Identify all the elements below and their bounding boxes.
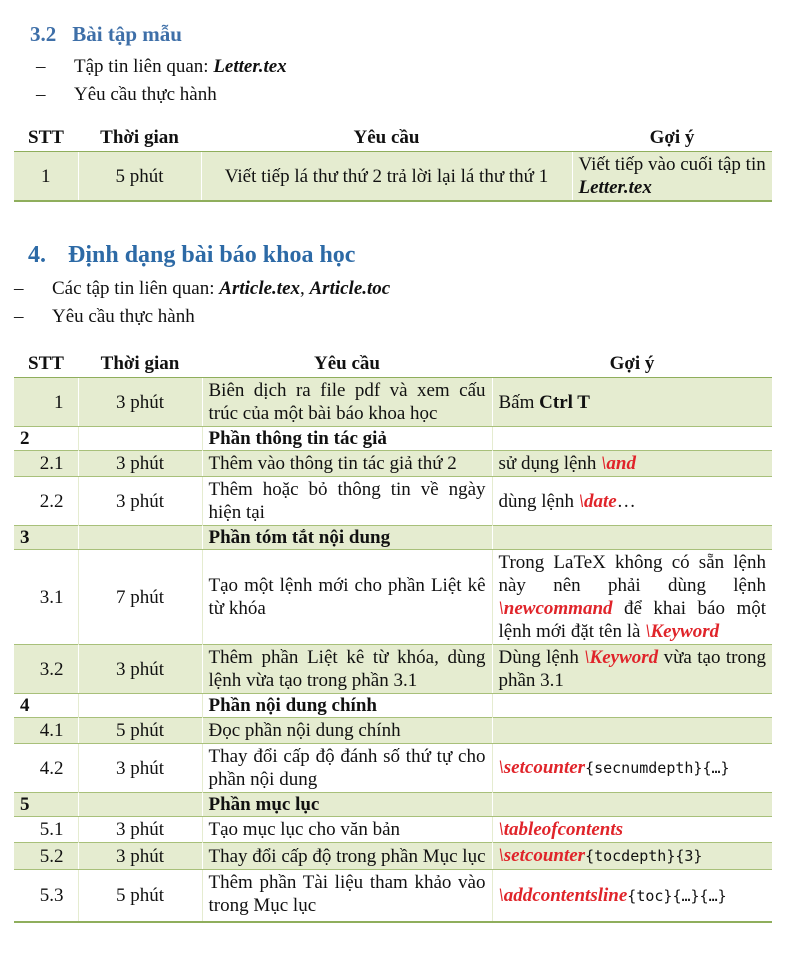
table-row — [14, 817, 772, 843]
section-3-2-list — [14, 53, 800, 109]
list-item — [14, 275, 800, 303]
cell-hint — [492, 744, 772, 793]
hint-text: dùng lệnh — [498, 490, 579, 512]
cell-stt: 5.3 — [14, 870, 78, 923]
hint-text: … — [616, 490, 636, 512]
table-header-row — [14, 351, 772, 378]
dash-bullet: – — [14, 306, 24, 327]
filename: Letter.tex — [578, 177, 652, 198]
hint-text: Dùng lệnh — [498, 647, 585, 668]
table-row — [14, 451, 772, 477]
header-stt: STT — [14, 125, 78, 152]
group-title: Phần tóm tắt nội dung — [202, 526, 492, 550]
dash-bullet: – — [36, 84, 46, 105]
cell-stt: 5.1 — [39, 819, 64, 840]
cell-time: 3 phút — [78, 645, 202, 694]
cell-hint — [492, 477, 772, 526]
latex-command: \date — [578, 490, 617, 512]
cell-stt: 1 — [14, 152, 78, 202]
latex-command: \Keyword — [584, 647, 659, 668]
latex-args: {secnumdepth}{…} — [585, 759, 730, 777]
group-title: Phần thông tin tác giả — [202, 427, 492, 451]
header-time: Thời gian — [78, 351, 202, 378]
header-hint: Gợi ý — [572, 125, 772, 152]
cell-stt: 1 — [14, 378, 78, 427]
table-header-row — [14, 125, 772, 152]
group-number: 5 — [14, 793, 78, 817]
cell-time: 3 phút — [78, 378, 202, 427]
cell-stt: 3.1 — [39, 586, 64, 608]
group-row — [14, 793, 772, 817]
cell-requirement: Thay đổi cấp độ trong phần Mục lục — [202, 843, 492, 870]
cell-hint — [572, 152, 772, 202]
cell-stt: 2.2 — [39, 490, 64, 512]
cell-hint — [492, 870, 772, 923]
latex-command: \setcounter — [498, 845, 586, 866]
cell-stt: 3.2 — [14, 645, 78, 694]
item-text: Yêu cầu thực hành — [52, 306, 195, 327]
dash-bullet: – — [14, 278, 24, 299]
cell-requirement: Đọc phần nội dung chính — [202, 718, 492, 744]
table-row — [14, 645, 772, 694]
cell-hint — [492, 718, 772, 744]
cell-stt: 4.2 — [39, 757, 64, 779]
hint-text: vừa tạo trong phần 3.1 — [498, 647, 766, 691]
filename: Letter.tex — [213, 56, 287, 77]
section-number: 3.2 — [30, 22, 57, 46]
exercise-table-1 — [14, 125, 772, 202]
cell-requirement: Biên dịch ra file pdf và xem cấu trúc của một bài báo khoa học — [202, 378, 492, 427]
group-row — [14, 694, 772, 718]
cell-hint — [492, 645, 772, 694]
cell-time: 3 phút — [78, 451, 202, 477]
document-page — [0, 22, 800, 967]
cell-time: 7 phút — [78, 550, 202, 645]
group-title: Phần nội dung chính — [202, 694, 492, 718]
latex-args: {toc}{…}{…} — [627, 886, 727, 905]
table-row — [14, 718, 772, 744]
header-hint: Gợi ý — [492, 351, 772, 378]
group-number: 4 — [20, 695, 30, 716]
cell-requirement: Thêm vào thông tin tác giả thứ 2 — [202, 451, 492, 477]
filename: Article.toc — [309, 278, 391, 299]
cell-hint — [492, 817, 772, 843]
latex-command: \Keyword — [645, 621, 720, 642]
cell-requirement: Tạo mục lục cho văn bản — [202, 817, 492, 843]
header-time: Thời gian — [78, 125, 201, 152]
item-text: Tập tin liên quan: — [74, 56, 214, 77]
table-row — [14, 744, 772, 793]
list-item — [14, 81, 800, 109]
latex-command: \and — [601, 453, 637, 474]
list-item — [14, 53, 800, 81]
table-row — [14, 152, 772, 202]
cell-hint — [492, 378, 772, 427]
group-number: 3 — [14, 526, 78, 550]
section-title: Định dạng bài báo khoa học — [68, 242, 356, 268]
latex-command: \tableofcontents — [498, 819, 624, 840]
cell-time: 5 phút — [78, 718, 202, 744]
latex-command: \addcontentsline — [498, 884, 628, 906]
header-requirement: Yêu cầu — [202, 351, 492, 378]
filename: Article.tex — [219, 278, 300, 299]
table-row — [14, 843, 772, 870]
cell-hint — [492, 451, 772, 477]
section-number: 4. — [28, 242, 46, 268]
hint-text: Bấm — [498, 391, 540, 413]
cell-requirement: Thêm phần Tài liệu tham khảo vào trong Mục lục — [202, 870, 492, 923]
cell-time: 3 phút — [78, 477, 202, 526]
cell-time: 5 phút — [78, 152, 201, 202]
header-stt: STT — [14, 351, 78, 378]
cell-stt: 2.1 — [14, 451, 78, 477]
cell-requirement: Viết tiếp lá thư thứ 2 trả lời lại lá thư thứ 1 — [201, 152, 572, 202]
cell-requirement: Thêm hoặc bỏ thông tin về ngày hiện tại — [202, 477, 492, 526]
cell-time: 3 phút — [78, 817, 202, 843]
hint-text: Trong LaTeX không có sẵn lệnh này nên phải dùng lệnh — [498, 552, 766, 596]
section-4-list — [14, 275, 800, 331]
cell-requirement: Tạo một lệnh mới cho phần Liệt kê từ khóa — [202, 550, 492, 645]
item-text: Yêu cầu thực hành — [74, 84, 217, 105]
group-title: Phần mục lục — [202, 793, 492, 817]
cell-stt: 5.2 — [14, 843, 78, 870]
section-3-2-heading — [30, 22, 800, 47]
cell-requirement: Thêm phần Liệt kê từ khóa, dùng lệnh vừa tạo trong phần 3.1 — [202, 645, 492, 694]
cell-hint — [492, 550, 772, 645]
cell-time: 3 phút — [78, 744, 202, 793]
cell-time: 5 phút — [78, 870, 202, 923]
cell-hint — [492, 843, 772, 870]
group-number: 2 — [20, 428, 30, 449]
header-requirement: Yêu cầu — [201, 125, 572, 152]
group-row — [14, 526, 772, 550]
group-row — [14, 427, 772, 451]
section-4-heading — [28, 242, 800, 269]
shortcut: Ctrl T — [539, 391, 590, 413]
cell-requirement: Thay đổi cấp độ đánh số thứ tự cho phần nội dung — [202, 744, 492, 793]
table-row — [14, 378, 772, 427]
dash-bullet: – — [36, 56, 46, 77]
exercise-table-2 — [14, 351, 772, 923]
section-title: Bài tập mẫu — [72, 22, 182, 46]
hint-text: để khai báo một lệnh mới đặt tên là — [498, 598, 766, 642]
cell-stt: 4.1 — [14, 718, 78, 744]
table-row — [14, 870, 772, 923]
list-item — [14, 303, 800, 331]
table-row — [14, 477, 772, 526]
hint-text: sử dụng lệnh — [498, 453, 602, 474]
latex-command: \setcounter — [498, 757, 586, 778]
latex-args: {tocdepth}{3} — [585, 847, 703, 865]
item-text: Các tập tin liên quan: — [52, 278, 220, 299]
table-row — [14, 550, 772, 645]
separator: , — [300, 278, 310, 299]
latex-command: \newcommand — [498, 598, 613, 619]
cell-time: 3 phút — [78, 843, 202, 870]
hint-text: Viết tiếp vào cuối tập tin — [578, 154, 766, 175]
